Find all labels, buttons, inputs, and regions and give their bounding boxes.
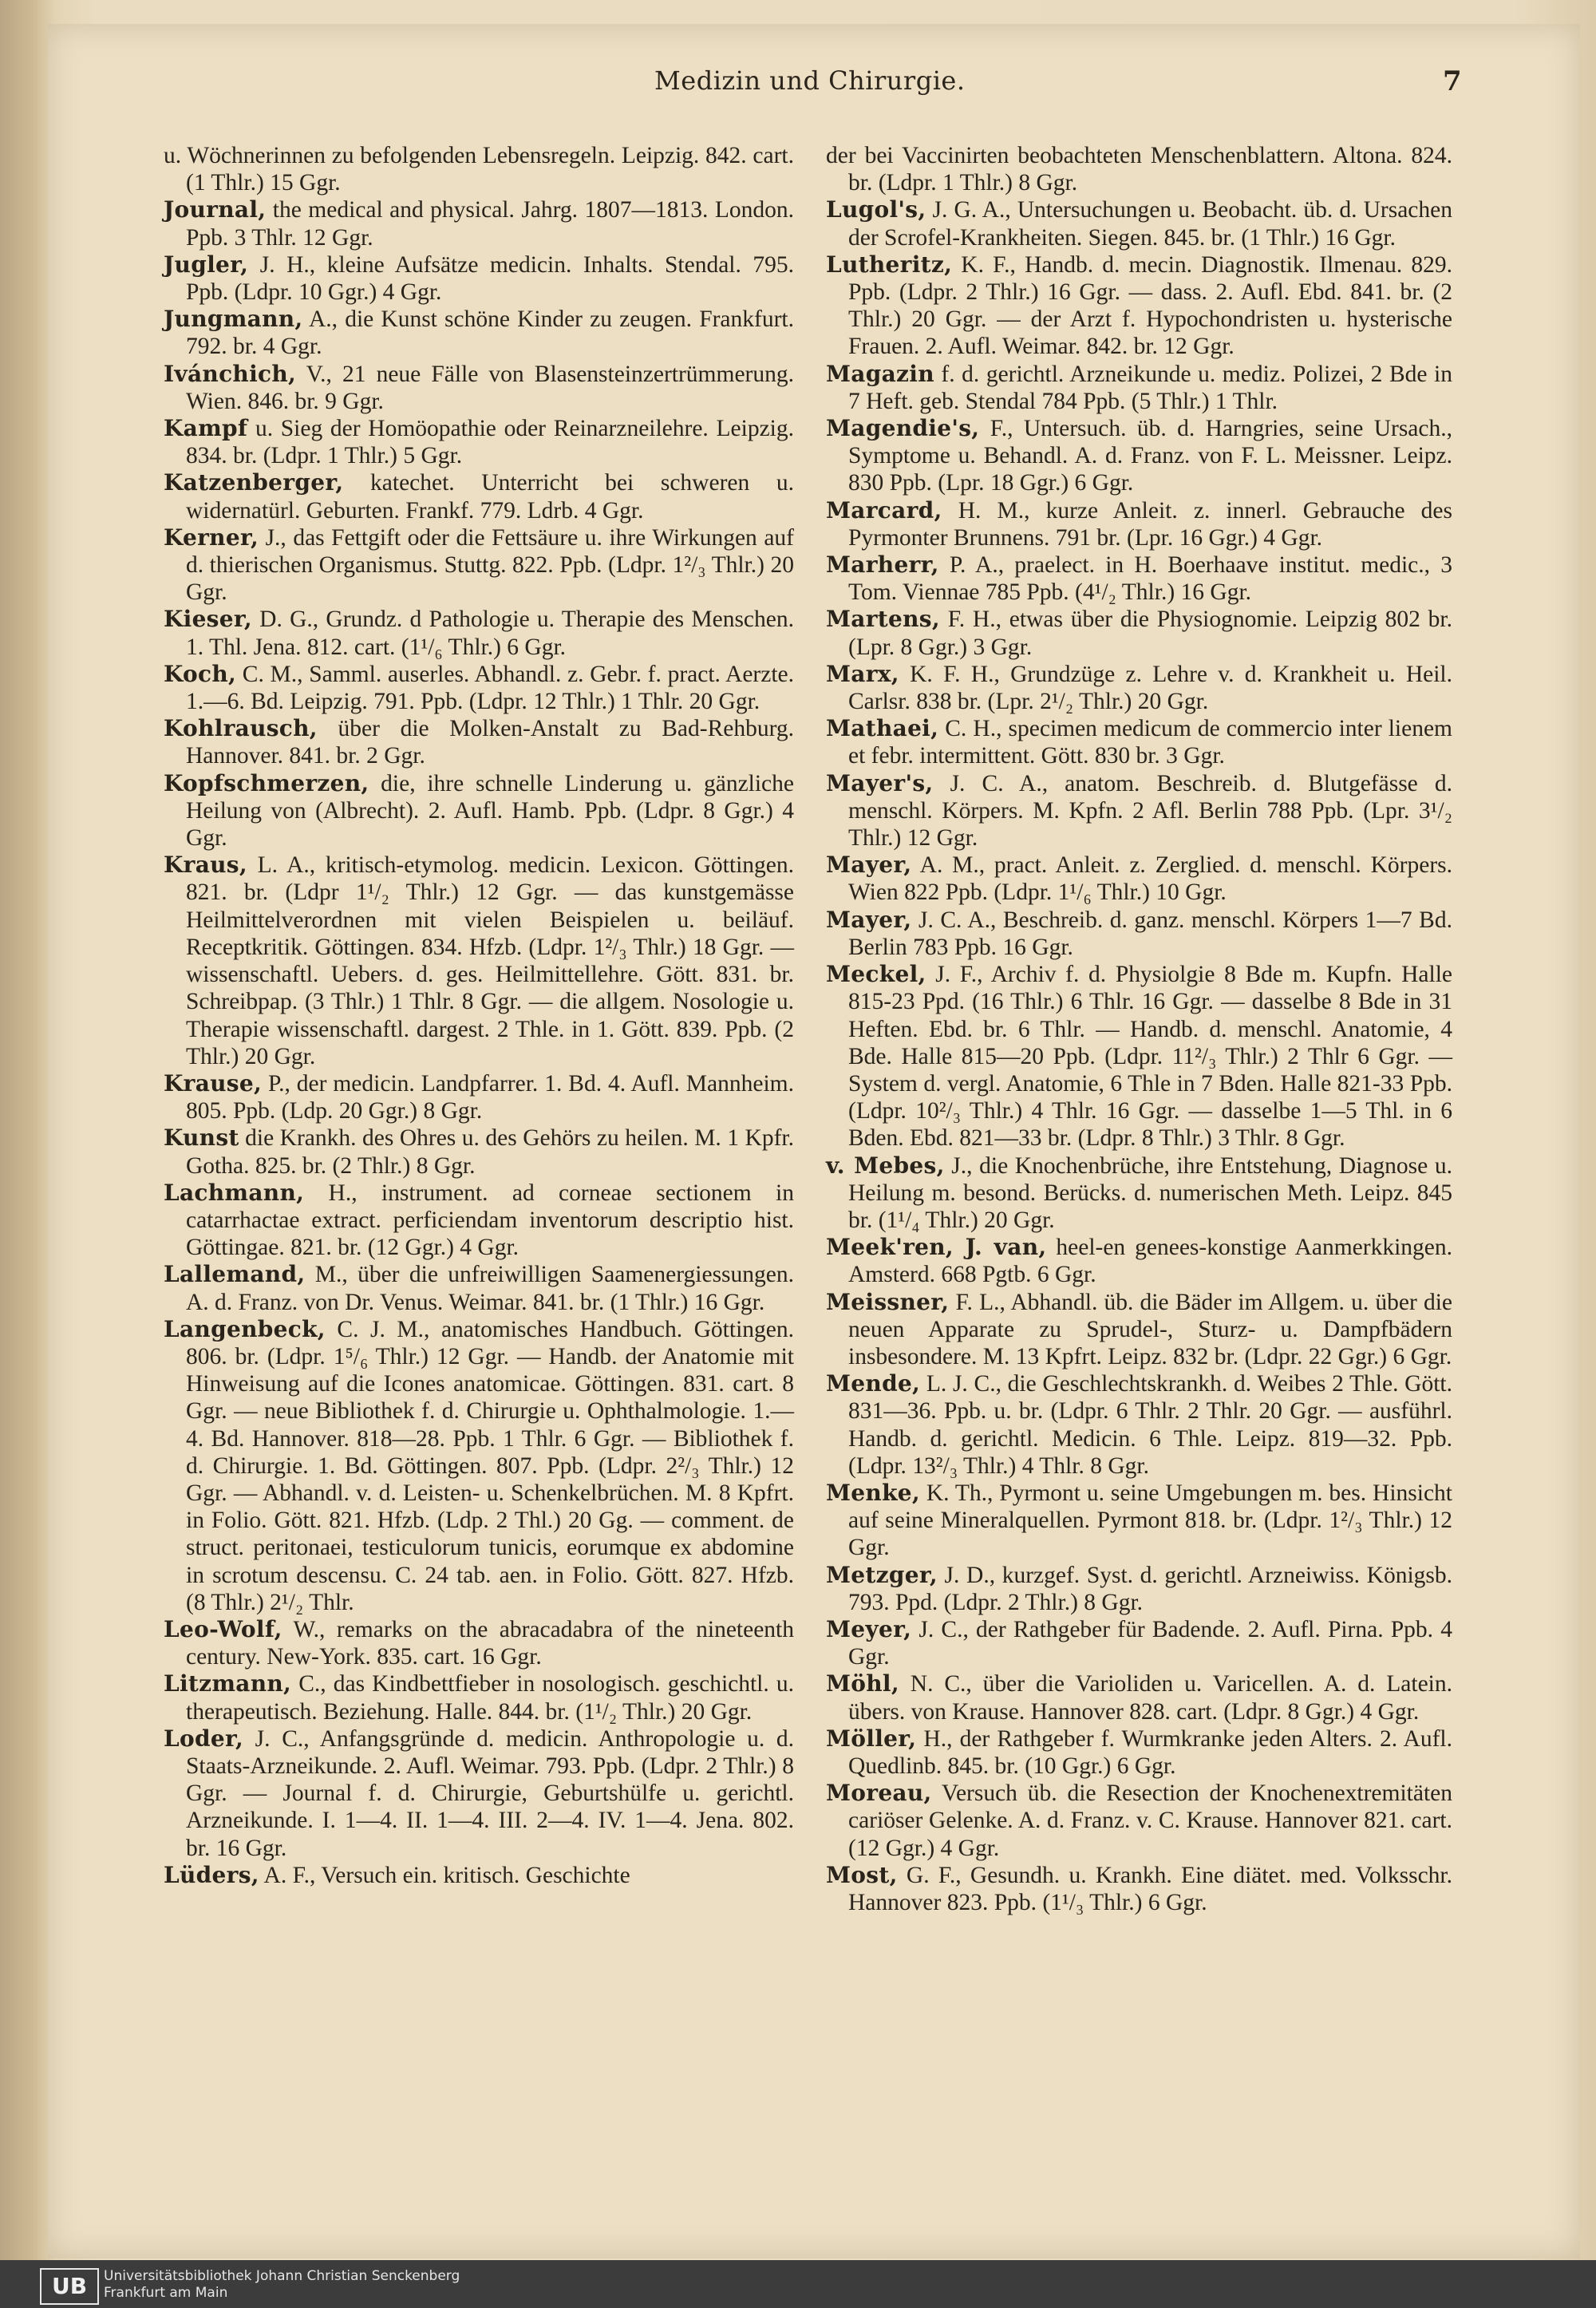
entry-headword: Krause,: [164, 1069, 263, 1097]
catalog-entry: [826, 415, 1452, 497]
entry-headword: Mende,: [826, 1370, 921, 1397]
entry-headword: Möhl,: [826, 1670, 899, 1697]
entry-headword: Mayer's,: [826, 769, 934, 796]
entry-text: V., 21 neue Fälle von Blasensteinzertrümmerung. Wien. 846. br. 9 Ggr.: [186, 361, 794, 414]
entry-text: über die Molken-Anstalt zu Bad-Rehburg. Hannover. 841. br. 2 Ggr.: [186, 716, 794, 769]
entry-headword: Langenbeck,: [164, 1315, 326, 1342]
catalog-entry: [826, 1616, 1452, 1670]
entry-text: J. D., kurzgef. Syst. d. gerichtl. Arzneiwiss. Königsb. 793. Ppd. (Ldpr. 2 Thlr.) 8 Ggr.: [848, 1562, 1452, 1615]
entry-headword: Ivánchich,: [164, 360, 297, 387]
entry-text: N. C., über die Varioliden u. Varicellen. A. d. Latein. übers. von Krause. Hannover 828. cart. (Ldpr. 8 Ggr.) 4 Ggr.: [848, 1671, 1452, 1725]
catalog-entry: [826, 606, 1452, 660]
catalog-entry: [826, 1670, 1452, 1725]
entry-headword: Magendie's,: [826, 415, 980, 442]
catalog-entry: [164, 142, 794, 196]
running-head: Medizin und Chirurgie.: [654, 65, 966, 96]
catalog-entry: [826, 142, 1452, 196]
entry-text: M., über die unfreiwilligen Saamenergiessungen. A. d. Franz. von Dr. Venus. Weimar. 841. br. (1 Thlr.) 16 Ggr.: [186, 1262, 794, 1315]
entry-text: u. Wöchnerinnen zu befolgenden Lebensregeln. Leipzig. 842. cart. (1 Thlr.) 15 Ggr.: [164, 143, 794, 196]
page-header: [0, 65, 1596, 113]
entry-headword: Marx,: [826, 660, 899, 687]
entry-text: D. G., Grundz. d Pathologie u. Therapie des Menschen. 1. Thl. Jena. 812. cart. (1¹/₆ Thlr.) 6 Ggr.: [186, 607, 794, 660]
catalog-entry: [826, 251, 1452, 361]
catalog-entry: [164, 1616, 794, 1670]
entry-headword: Kraus,: [164, 852, 247, 879]
catalog-entry: [826, 715, 1452, 769]
catalog-entry: [164, 1316, 794, 1616]
catalog-entry: [826, 661, 1452, 715]
catalog-entry: [826, 1289, 1452, 1371]
entry-text: J., die Knochenbrüche, ihre Entstehung, Diagnose u. Heilung m. besond. Berücks. d. numerischen Meth. Leipz. 845 br. (1¹/₄ Thlr.) 20 Ggr.: [848, 1152, 1452, 1233]
entry-text: P., der medicin. Landpfarrer. 1. Bd. 4. Aufl. Mannheim. 805. Ppb. (Ldp. 20 Ggr.) 8 Ggr.: [186, 1070, 794, 1124]
entry-headword: Litzmann,: [164, 1670, 292, 1697]
entry-text: J. C. A., Beschreib. d. ganz. menschl. Körpers 1—7 Bd. Berlin 783 Ppb. 16 Ggr.: [848, 907, 1452, 960]
entry-text: F. H., etwas über die Physiognomie. Leipzig 802 br. (Lpr. 8 Ggr.) 3 Ggr.: [848, 607, 1452, 660]
entry-headword: Leo-Wolf,: [164, 1615, 282, 1642]
entry-text: K. F. H., Grundzüge z. Lehre v. d. Krankheit u. Heil. Carlsr. 838 br. (Lpr. 2¹/₂ Thlr.) 20 Ggr.: [848, 661, 1452, 715]
entry-headword: Metzger,: [826, 1561, 938, 1588]
entry-headword: Most,: [826, 1861, 898, 1888]
left-column: [164, 142, 794, 1889]
entry-text: H., instrument. ad corneae sectionem in catarrhactae extract. perficiendam inventorum descriptio hist. Göttingae. 821. br. (12 Ggr.) 4 Ggr.: [186, 1180, 794, 1261]
catalog-entry: [164, 1670, 794, 1725]
entry-headword: Menke,: [826, 1479, 920, 1506]
entry-text: f. d. gerichtl. Arzneikunde u. mediz. Polizei, 2 Bde in 7 Heft. geb. Stendal 784 Ppb. (5 Thlr.) 1 Thlr.: [848, 361, 1452, 414]
catalog-entry: [164, 852, 794, 1070]
entry-headword: Kopfschmerzen,: [164, 769, 369, 796]
catalog-entry: [826, 1480, 1452, 1562]
entry-headword: Mayer,: [826, 852, 912, 879]
entry-text: F. L., Abhandl. üb. die Bäder im Allgem. u. über die neuen Apparate zu Sprudel-, Sturz- u. Dampfbädern insbesondere. M. 13 Kpfrt. Leipz. 832 br. (Ldpr. 22 Ggr.) 6 Ggr.: [848, 1289, 1452, 1369]
entry-headword: Mayer,: [826, 906, 912, 933]
catalog-entry: [164, 1725, 794, 1862]
entry-text: the medical and physical. Jahrg. 1807—1813. London. Ppb. 3 Thlr. 12 Ggr.: [186, 197, 794, 251]
library-city: Frankfurt am Main: [104, 2285, 228, 2301]
catalog-entry: [164, 196, 794, 251]
catalog-entry: [164, 1124, 794, 1179]
entry-text: G. F., Gesundh. u. Krankh. Eine diätet. med. Volksschr. Hannover 823. Ppb. (1¹/₃ Thlr.) 6 Ggr.: [848, 1862, 1452, 1915]
entry-text: K. Th., Pyrmont u. seine Umgebungen m. bes. Hinsicht auf seine Mineralquellen. Pyrmont 818. br. (Ldpr. 1²/₃ Thlr.) 12 Ggr.: [848, 1480, 1452, 1561]
entry-text: A., die Kunst schöne Kinder zu zeugen. Frankfurt. 792. br. 4 Ggr.: [186, 306, 794, 360]
catalog-entry: [164, 361, 794, 415]
page-number: 7: [1443, 65, 1462, 97]
entry-headword: Lachmann,: [164, 1179, 305, 1206]
catalog-entry: [164, 469, 794, 524]
catalog-entry: [164, 1862, 794, 1889]
catalog-entry: [164, 715, 794, 769]
entry-headword: Loder,: [164, 1725, 244, 1752]
entry-headword: Marcard,: [826, 496, 942, 524]
entry-text: die Krankh. des Ohres u. des Gehörs zu heilen. M. 1 Kpfr. Gotha. 825. br. (2 Thlr.) 8 Ggr.: [186, 1125, 794, 1179]
entry-text: J. C., Anfangsgründe d. medicin. Anthropologie u. d. Staats-Arzneikunde. 2. Aufl. Weimar. 793. Ppb. (Ldpr. 2 Thlr.) 8 Ggr. — Journal f. d. Chirurgie, Geburtshülfe u. gerichtl. Arzneikunde. I. 1—4. II. 1—4. III. 2—4. IV. 1—4. Jena. 802. br. 16 Ggr.: [186, 1725, 794, 1861]
entry-text: heel-en genees-konstige Aanmerkkingen. Amsterd. 668 Pgtb. 6 Ggr.: [848, 1235, 1452, 1288]
catalog-entry: [826, 1862, 1452, 1916]
entry-text: Versuch üb. die Resection der Knochenextremitäten cariöser Gelenke. A. d. Franz. v. C. Krause. Hannover 821. cart. (12 Ggr.) 4 Ggr.: [848, 1780, 1452, 1861]
entry-text: K. F., Handb. d. mecin. Diagnostik. Ilmenau. 829. Ppb. (Ldpr. 2 Thlr.) 16 Ggr. — dass. 2. Aufl. Ebd. 841. br. (2 Thlr.) 20 Ggr. — der Arzt f. Hypochondristen u. hysterische Frauen. 2. Aufl. Weimar. 842. br. 12 Ggr.: [848, 251, 1452, 360]
entry-headword: Marherr,: [826, 551, 939, 579]
entry-headword: Meyer,: [826, 1615, 912, 1642]
catalog-entry: [164, 1180, 794, 1262]
entry-headword: Lugol's,: [826, 196, 926, 223]
entry-headword: v. Mebes,: [826, 1152, 945, 1179]
catalog-entry: [164, 1070, 794, 1124]
catalog-entry: [164, 1261, 794, 1315]
entry-text: F., Untersuch. üb. d. Harngries, seine Ursach., Symptome u. Behandl. A. d. Franz. von F. L. Meissner. Leipz. 830 Ppb. (Lpr. 18 Ggr.) 6 Ggr.: [848, 416, 1452, 496]
catalog-entry: [164, 415, 794, 469]
entry-headword: Magazin: [826, 360, 934, 387]
entry-headword: Kieser,: [164, 606, 252, 633]
entry-headword: Kohlrausch,: [164, 715, 318, 742]
catalog-entry: [826, 196, 1452, 251]
catalog-entry: [826, 1562, 1452, 1616]
library-name: Universitätsbibliothek Johann Christian Senckenberg: [104, 2268, 460, 2284]
catalog-entry: [826, 497, 1452, 551]
catalog-entry: [164, 524, 794, 607]
entry-text: H., der Rathgeber f. Wurmkranke jeden Alters. 2. Aufl. Quedlinb. 845. br. (10 Ggr.) 6 Ggr.: [848, 1725, 1452, 1779]
entry-text: J. G. A., Untersuchungen u. Beobacht. üb. d. Ursachen der Scrofel-Krankheiten. Siegen. 845. br. (1 Thlr.) 16 Ggr.: [848, 197, 1452, 251]
catalog-entry: [164, 606, 794, 660]
entry-headword: Kunst: [164, 1124, 239, 1152]
library-footer: [0, 2260, 1596, 2308]
entry-text: L. A., kritisch-etymolog. medicin. Lexicon. Göttingen. 821. br. (Ldpr 1¹/₂ Thlr.) 12 Ggr. — das kunstgemässe Heilmittelverordnen mit vielen Beispielen u. beiläuf. Receptkritik. Göttingen. 834. Hfzb. (Ldpr. 1²/₃ Thlr.) 18 Ggr. — wissenschaftl. Uebers. d. ges. Heilmittellehre. Gött. 831. br. Schreibpap. (3 Thlr.) 1 Thlr. 8 Ggr. — die allgem. Nosologie u. Therapie wissenschaftl. dargest. 2 Thle. in 1. Gött. 839. Ppb. (2 Thlr.) 20 Ggr.: [186, 852, 794, 1069]
catalog-entry: [826, 852, 1452, 906]
catalog-entry: [826, 1152, 1452, 1235]
entry-text: J. H., kleine Aufsätze medicin. Inhalts. Stendal. 795. Ppb. (Ldpr. 10 Ggr.) 4 Ggr.: [186, 251, 794, 306]
entry-text: J. F., Archiv f. d. Physiolgie 8 Bde m. Kupfn. Halle 815-23 Ppd. (16 Thlr.) 6 Thlr. 16 Ggr. — dasselbe 8 Bde in 31 Heften. Ebd. br. 6 Thlr. — Handb. d. menschl. Anatomie, 4 Bde. Halle 815—20 Ppb. (Ldpr. 11²/₃ Thlr.) 2 Thlr 6 Ggr. — System d. vergl. Anatomie, 6 Thle in 7 Bden. Halle 821-33 Ppb. (Ldpr. 10²/₃ Thlr.) 4 Thlr. 16 Ggr. — dasselbe 1—5 Thl. in 6 Bden. Ebd. 821—33 br. (Ldpr. 8 Thlr.) 3 Thlr. 8 Ggr.: [848, 962, 1452, 1152]
entry-headword: Lallemand,: [164, 1261, 306, 1288]
entry-headword: Möller,: [826, 1725, 917, 1752]
catalog-entry: [826, 907, 1452, 961]
entry-text: C. H., specimen medicum de commercio inter lienem et febr. intermittent. Gött. 830 br. 3 Ggr.: [848, 716, 1452, 769]
entry-text: C., das Kindbettfieber in nosologisch. geschichtl. u. therapeutisch. Beziehung. Halle. 844. br. (1¹/₂ Thlr.) 20 Ggr.: [186, 1671, 794, 1725]
entry-text: die, ihre schnelle Linderung u. gänzliche Heilung von (Albrecht). 2. Aufl. Hamb. Ppb. (Ldpr. 8 Ggr.) 4 Ggr.: [186, 770, 794, 852]
entry-headword: Moreau,: [826, 1780, 932, 1807]
catalog-entry: [826, 770, 1452, 852]
entry-headword: Martens,: [826, 606, 940, 633]
catalog-entry: [826, 961, 1452, 1152]
entry-text: L. J. C., die Geschlechtskrankh. d. Weibes 2 Thle. Gött. 831—36. Ppb. u. br. (Ldpr. 6 Thlr. 2 Thlr. 20 Ggr. — ausführl. Handb. d. gerichtl. Medicin. 6 Thle. Leipz. 819—32. Ppb. (Ldpr. 13²/₃ Thlr.) 4 Thlr. 8 Ggr.: [848, 1371, 1452, 1479]
catalog-entry: [164, 306, 794, 360]
catalog-entry: [826, 1725, 1452, 1780]
entry-headword: Lutheritz,: [826, 251, 953, 278]
entry-text: P. A., praelect. in H. Boerhaave institut. medic., 3 Tom. Viennae 785 Ppb. (4¹/₂ Thlr.) 16 Ggr.: [848, 552, 1452, 606]
entry-headword: Jungmann,: [164, 306, 303, 333]
catalog-entry: [164, 251, 794, 306]
entry-headword: Meissner,: [826, 1288, 950, 1315]
catalog-entry: [826, 1780, 1452, 1862]
entry-headword: Mathaei,: [826, 715, 939, 742]
entry-text: der bei Vaccinirten beobachteten Menschenblattern. Altona. 824. br. (Ldpr. 1 Thlr.) 8 Ggr.: [826, 143, 1452, 196]
catalog-entry: [826, 551, 1452, 606]
entry-text: u. Sieg der Homöopathie oder Reinarzneilehre. Leipzig. 834. br. (Ldpr. 1 Thlr.) 5 Ggr.: [186, 416, 794, 469]
right-column: [826, 142, 1452, 1916]
entry-headword: Journal,: [164, 196, 267, 223]
entry-text: katechet. Unterricht bei schweren u. widernatürl. Geburten. Frankf. 779. Ldrb. 4 Ggr.: [186, 470, 794, 524]
catalog-entry: [164, 661, 794, 715]
library-logo: UB: [40, 2268, 99, 2305]
entry-text: A. F., Versuch ein. kritisch. Geschichte: [259, 1862, 630, 1888]
catalog-entry: [826, 1370, 1452, 1480]
entry-text: C. M., Samml. auserles. Abhandl. z. Gebr. f. pract. Aerzte. 1.—6. Bd. Leipzig. 791. Ppb. (Ldpr. 12 Thlr.) 1 Thlr. 20 Ggr.: [186, 661, 794, 715]
entry-text: W., remarks on the abracadabra of the nineteenth century. New-York. 835. cart. 16 Ggr.: [186, 1616, 794, 1670]
entry-headword: Kerner,: [164, 524, 259, 551]
entry-headword: Meckel,: [826, 961, 926, 988]
entry-headword: Kampf: [164, 415, 248, 442]
entry-headword: Lüders,: [164, 1861, 259, 1888]
entry-text: J. C., der Rathgeber für Badende. 2. Aufl. Pirna. Ppb. 4 Ggr.: [848, 1616, 1452, 1670]
catalog-entry: [826, 1234, 1452, 1288]
entry-text: J., das Fettgift oder die Fettsäure u. ihre Wirkungen auf d. thierischen Organismus. Stuttg. 822. Ppb. (Ldpr. 1²/₃ Thlr.) 20 Ggr.: [186, 524, 794, 606]
catalog-entry: [164, 770, 794, 852]
entry-text: J. C. A., anatom. Beschreib. d. Blutgefässe d. menschl. Körpers. M. Kpfn. 2 Afl. Berlin 788 Ppb. (Lpr. 3¹/₂ Thlr.) 12 Ggr.: [848, 770, 1452, 852]
entry-headword: Koch,: [164, 660, 237, 687]
entry-text: A. M., pract. Anleit. z. Zerglied. d. menschl. Körpers. Wien 822 Ppb. (Ldpr. 1¹/₆ Thlr.) 10 Ggr.: [848, 852, 1452, 906]
entry-text: H. M., kurze Anleit. z. innerl. Gebrauche des Pyrmonter Brunnens. 791 br. (Lpr. 16 Ggr.) 4 Ggr.: [848, 497, 1452, 551]
entry-headword: Meek'ren, J. van,: [826, 1234, 1047, 1261]
entry-headword: Katzenberger,: [164, 469, 344, 496]
entry-text: C. J. M., anatomisches Handbuch. Göttingen. 806. br. (Ldpr. 1⁵/₆ Thlr.) 12 Ggr. — Handb. der Anatomie mit Hinweisung auf die Icones anatomicae. Göttingen. 831. cart. 8 Ggr. — neue Bibliothek f. d. Chirurgie u. Ophthalmologie. 1.—4. Bd. Hannover. 818—28. Ppb. 1 Thlr. 6 Ggr. — Bibliothek f. d. Chirurgie. 1. Bd. Göttingen. 807. Ppb. (Ldpr. 2²/₃ Thlr.) 12 Ggr. — Abhandl. v. d. Leisten- u. Schenkelbrüchen. M. 8 Kpfrt. in Folio. Gött. 821. Hfzb. (Ldp. 2 Thl.) 20 Gg. — comment. de struct. peritonaei, testiculorum tunicis, eorumque ex abdomine in scrotum descensu. C. 24 tab. aen. in Folio. Gött. 827. Hfzb. (8 Thlr.) 2¹/₂ Thlr.: [186, 1316, 794, 1615]
entry-headword: Jugler,: [164, 251, 249, 278]
catalog-entry: [826, 361, 1452, 415]
